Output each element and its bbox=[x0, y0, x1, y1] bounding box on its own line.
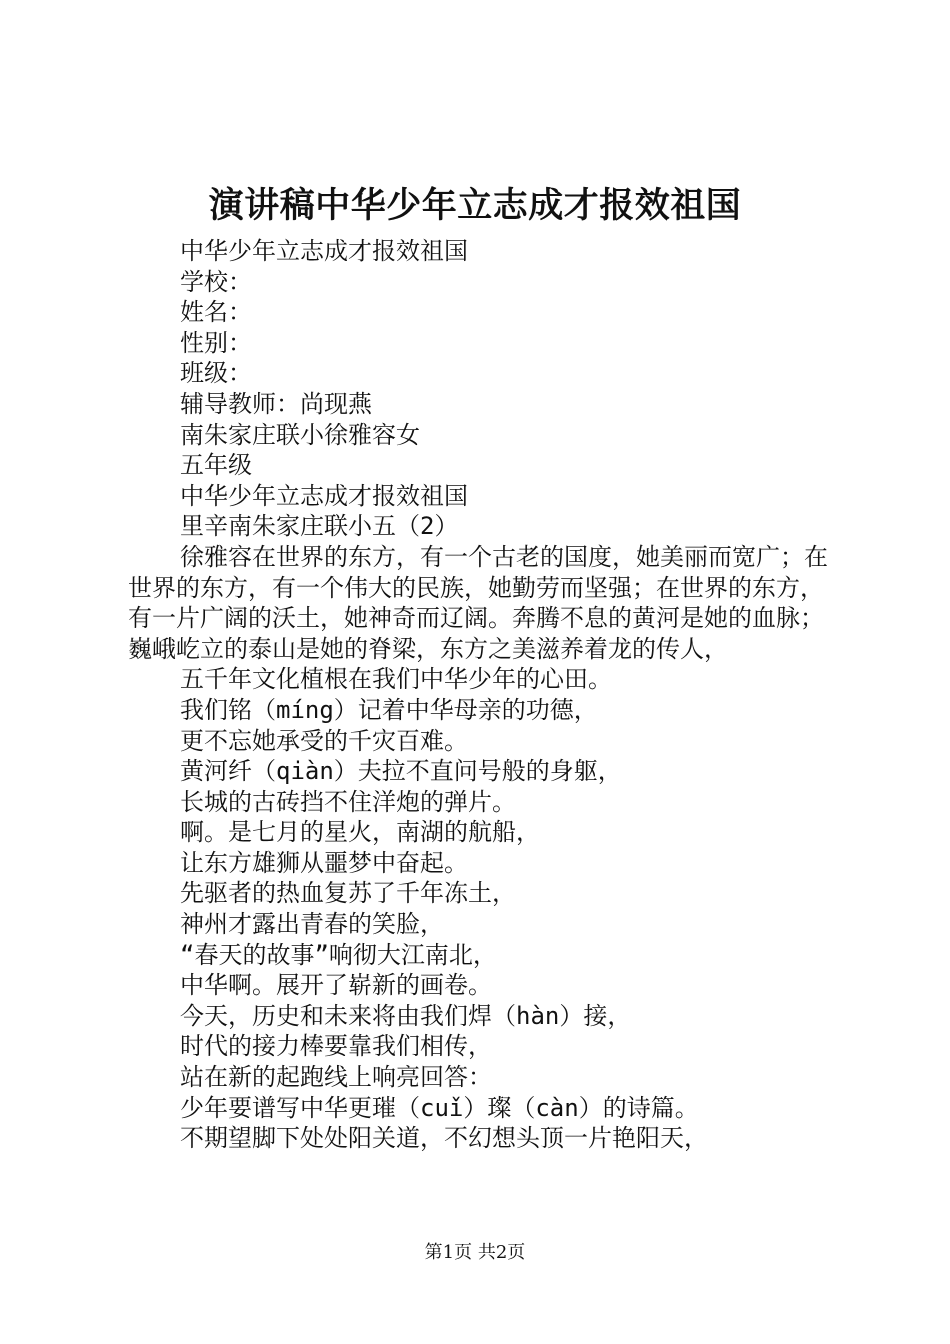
document-body bbox=[128, 236, 838, 1154]
poem-line: 不期望脚下处处阳关道，不幻想头顶一片艳阳天， bbox=[180, 1124, 708, 1153]
poem-line: 站在新的起跑线上响亮回答： bbox=[180, 1063, 492, 1092]
poem-line: 让东方雄狮从噩梦中奋起。 bbox=[180, 848, 468, 877]
name-line: 姓名： bbox=[180, 298, 252, 327]
subtitle-line: 中华少年立志成才报效祖国 bbox=[180, 481, 468, 510]
poem-line: 长城的古砖挡不住洋炮的弹片。 bbox=[180, 787, 516, 816]
poem-line: 黄河纤（qiàn）夫拉不直问号般的身躯， bbox=[180, 757, 622, 786]
page-footer: 第1页 共2页 bbox=[424, 1242, 526, 1263]
poem-line: “春天的故事”响彻大江南北， bbox=[180, 940, 497, 969]
poem-line: 神州才露出青春的笑脸， bbox=[180, 910, 444, 939]
poem-line: 更不忘她承受的千灾百难。 bbox=[180, 726, 468, 755]
poem-line: 先驱者的热血复苏了千年冻土， bbox=[180, 879, 516, 908]
poem-line: 少年要谱写中华更璀（cuǐ）璨（càn）的诗篇。 bbox=[180, 1093, 699, 1122]
poem-line: 啊。是七月的星火，南湖的航船， bbox=[180, 818, 540, 847]
document-title: 演讲稿中华少年立志成才报效祖国 bbox=[208, 185, 742, 226]
school-line: 学校： bbox=[180, 267, 252, 296]
poem-line: 中华啊。展开了崭新的画卷。 bbox=[180, 971, 492, 1000]
class-line: 班级： bbox=[180, 359, 252, 388]
poem-line: 我们铭（míng）记着中华母亲的功德， bbox=[180, 695, 598, 724]
school-class-line: 里辛南朱家庄联小五（2） bbox=[180, 512, 459, 541]
poem-line: 时代的接力棒要靠我们相传， bbox=[180, 1032, 492, 1061]
gender-line: 性别： bbox=[180, 328, 252, 357]
grade-line: 五年级 bbox=[180, 451, 252, 480]
opening-paragraph: 徐雅容在世界的东方，有一个古老的国度，她美丽而宽广；在世界的东方，有一个伟大的民族，她勤劳而坚强；在世界的东方，有一片广阔的沃土，她神奇而辽阔。奔腾不息的黄河是她的血脉；巍峨屹立的泰山是她的脊梁，东方之美滋养着龙的传人， bbox=[128, 542, 828, 663]
poem-line: 五千年文化植根在我们中华少年的心田。 bbox=[180, 665, 612, 694]
author-line: 南朱家庄联小徐雅容女 bbox=[180, 420, 420, 449]
teacher-line: 辅导教师：尚现燕 bbox=[180, 389, 372, 418]
poem-line: 今天，历史和未来将由我们焊（hàn）接， bbox=[180, 1001, 632, 1030]
heading-line: 中华少年立志成才报效祖国 bbox=[180, 237, 468, 265]
